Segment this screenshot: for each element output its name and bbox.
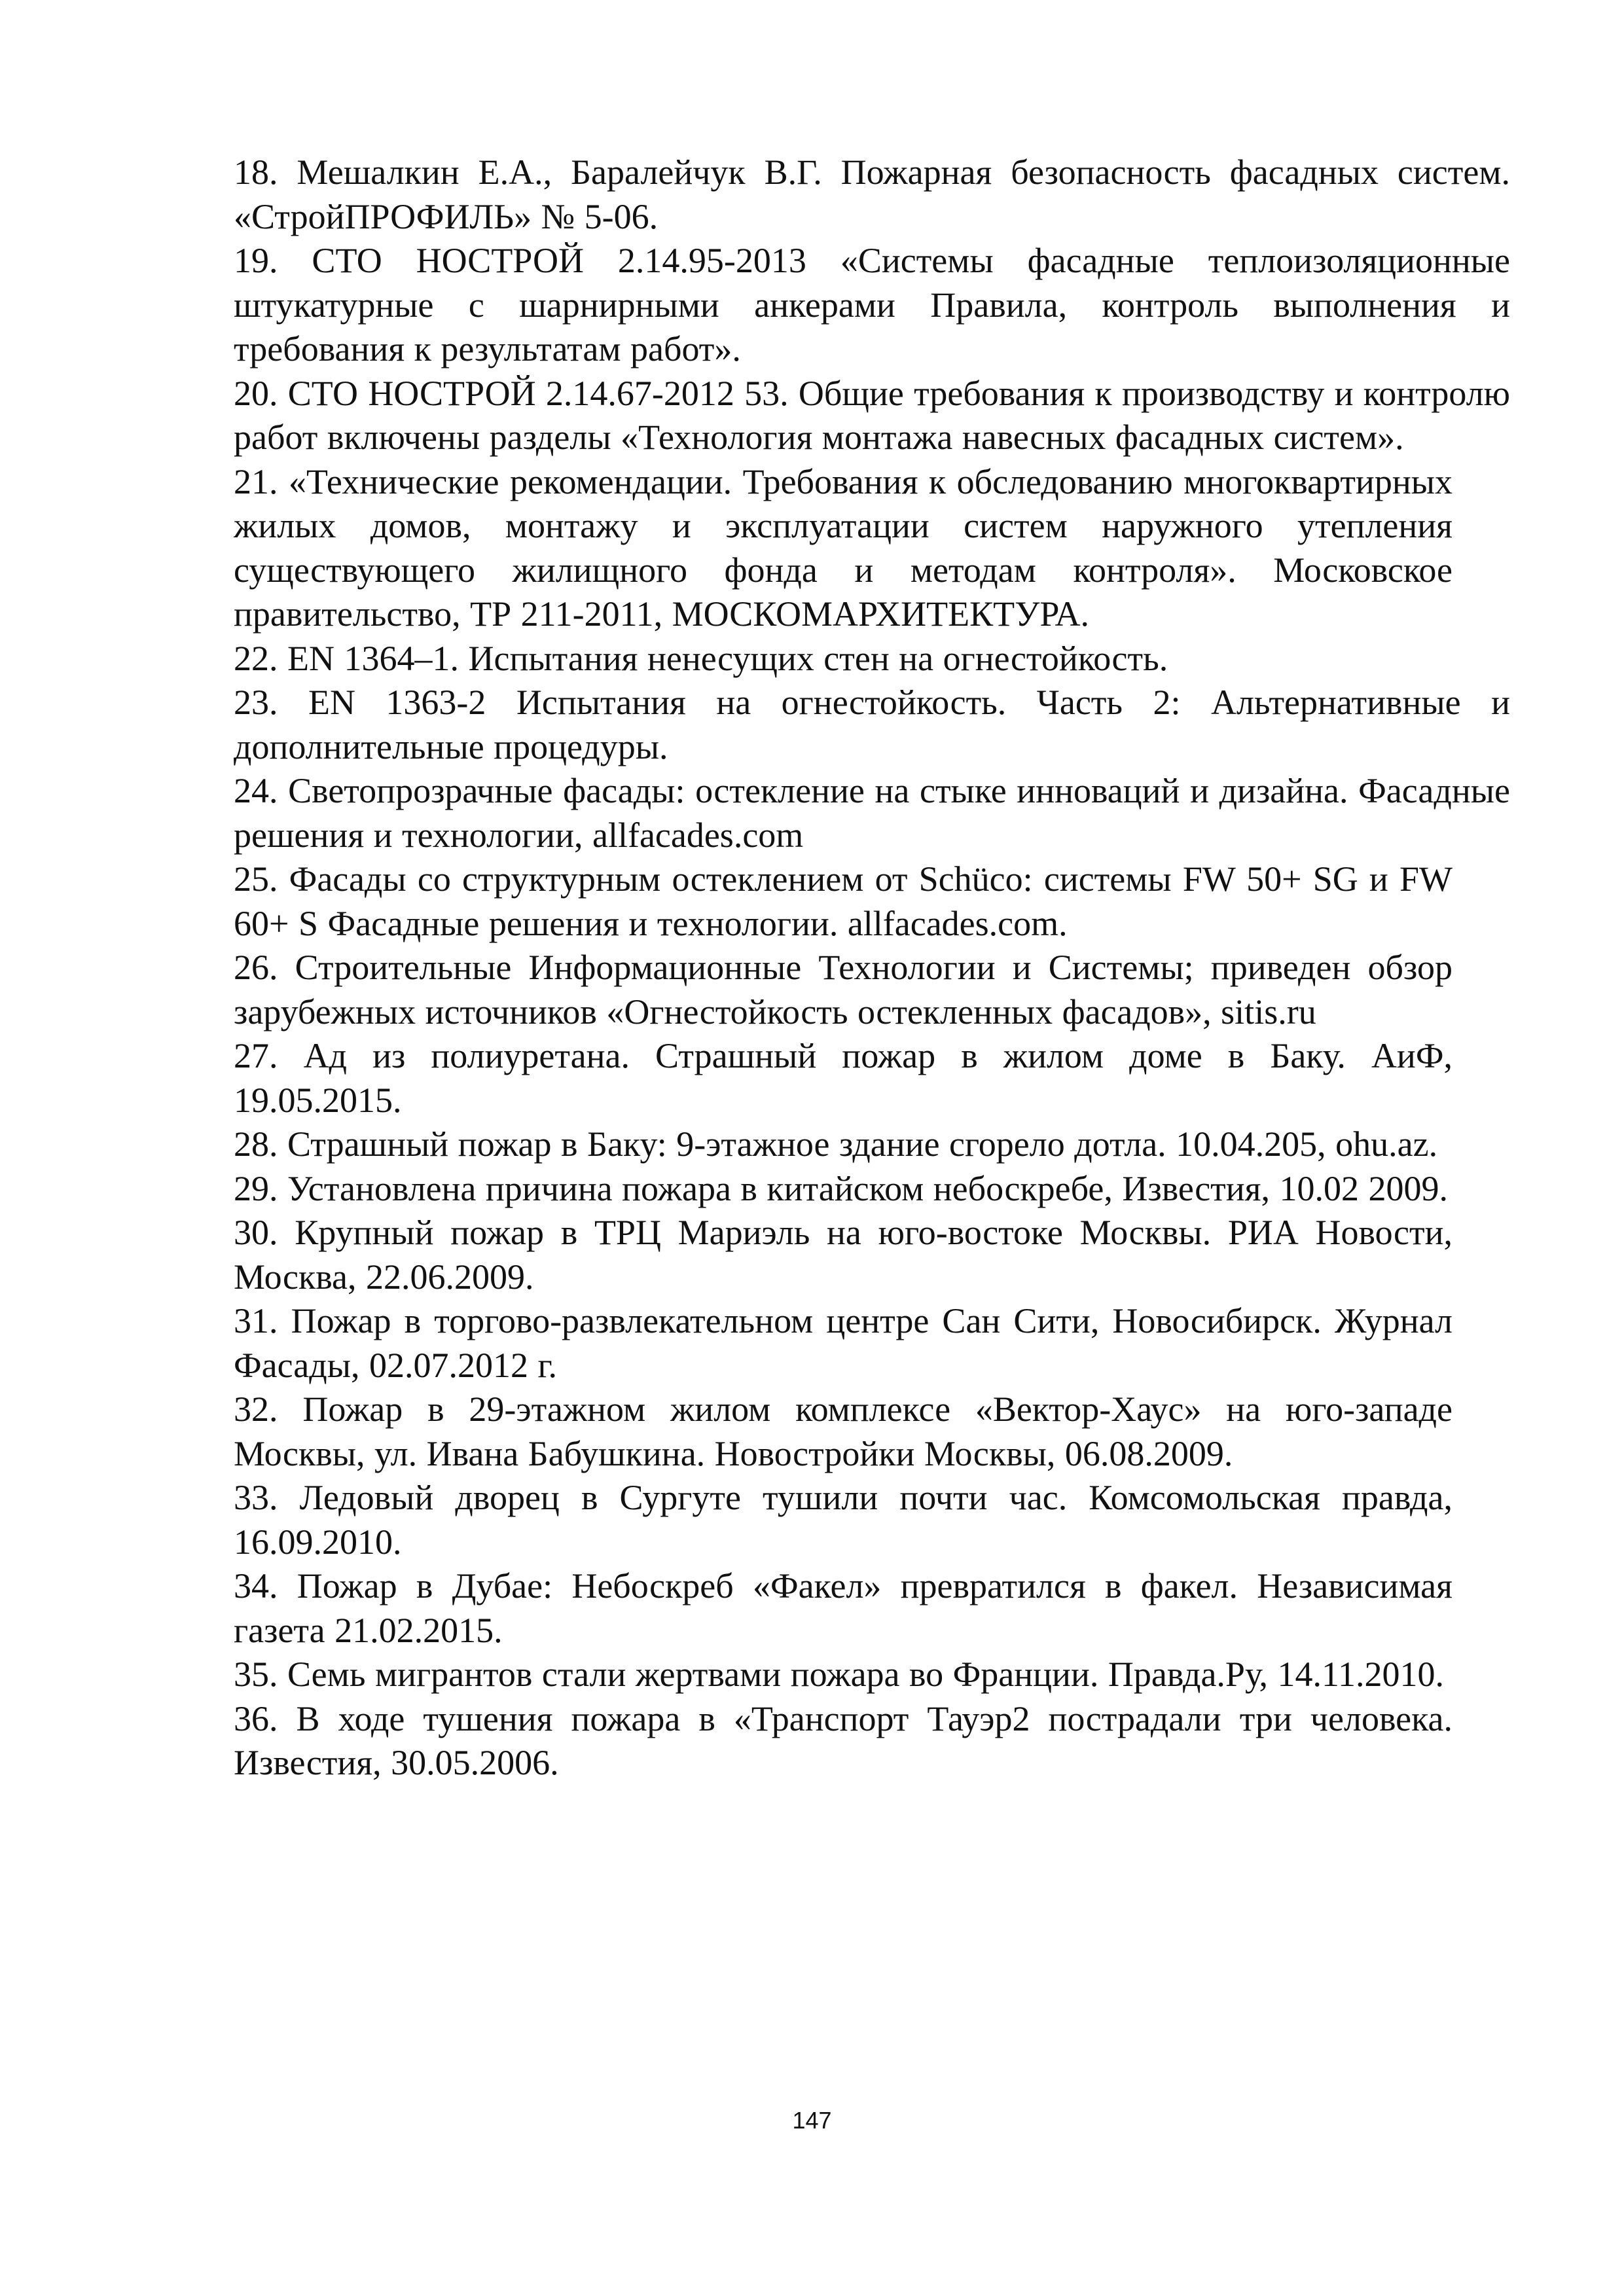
reference-item-23: 23. EN 1363-2 Испытания на огнестойкость. Часть 2: Альтернативные и дополнительные процедуры.: [234, 683, 1510, 766]
reference-item-29: 29. Установлена причина пожара в китайском небоскребе, Известия, 10.02 2009.: [234, 1168, 1448, 1208]
reference-item-19: 19. СТО НОСТРОЙ 2.14.95-2013 «Системы фасадные теплоизоляционные штукатурные с шарнирными анкерами Правила, контроль выполнения и требования к результатам работ».: [234, 241, 1510, 368]
reference-item-27: 27. Ад из полиуретана. Страшный пожар в жилом доме в Баку. АиФ, 19.05.2015.: [234, 1036, 1453, 1120]
reference-item-30: 30. Крупный пожар в ТРЦ Мариэль на юго-востоке Москвы. РИА Новости, Москва, 22.06.2009.: [234, 1213, 1453, 1297]
reference-item-35: 35. Семь мигрантов стали жертвами пожара во Франции. Правда.Ру, 14.11.2010.: [234, 1655, 1445, 1694]
reference-item-31: 31. Пожар в торгово-развлекательном центре Сан Сити, Новосибирск. Журнал Фасады, 02.07.2012 г.: [234, 1301, 1453, 1385]
reference-item-34: 34. Пожар в Дубае: Небоскреб «Факел» превратился в факел. Независимая газета 21.02.2015.: [234, 1566, 1453, 1650]
reference-item-32: 32. Пожар в 29-этажном жилом комплексе «Вектор-Хаус» на юго-западе Москвы, ул. Ивана Бабушкина. Новостройки Москвы, 06.08.2009.: [234, 1390, 1453, 1473]
reference-item-21: 21. «Технические рекомендации. Требования к обследованию многоквартирных жилых домов, монтажу и эксплуатации систем наружного утепления существующего жилищного фонда и методам контроля». Московское правительство, ТР 211-2011, МОСКОМАРХИТЕКТУРА.: [234, 461, 1453, 634]
reference-item-22: 22. EN 1364–1. Испытания ненесущих стен на огнестойкость.: [234, 638, 1168, 678]
reference-item-33: 33. Ледовый дворец в Сургуте тушили почти час. Комсомольская правда, 16.09.2010.: [234, 1478, 1453, 1562]
reference-item-36: 36. В ходе тушения пожара в «Транспорт Тауэр2 пострадали три человека. Известия, 30.05.2006.: [234, 1698, 1453, 1782]
reference-item-26: 26. Строительные Информационные Технологии и Системы; приведен обзор зарубежных источников «Огнестойкость остекленных фасадов», sitis.ru: [234, 948, 1453, 1031]
reference-item-25: 25. Фасады со структурным остеклением от Schüco: системы FW 50+ SG и FW 60+ S Фасадные решения и технологии. allfacades.com.: [234, 859, 1453, 943]
reference-item-24: 24. Светопрозрачные фасады: остекление на стыке инноваций и дизайна. Фасадные решения и технологии, allfacades.com: [234, 771, 1510, 855]
reference-item-28: 28. Страшный пожар в Баку: 9-этажное здание сгорело дотла. 10.04.205, ohu.az.: [234, 1124, 1438, 1164]
reference-list: [234, 151, 1510, 1785]
reference-item-18: 18. Мешалкин Е.А., Баралейчук В.Г. Пожарная безопасность фасадных систем. «СтройПРОФИЛЬ» № 5-06.: [234, 152, 1510, 236]
page-number: 147: [792, 2107, 832, 2134]
reference-item-20: 20. СТО НОСТРОЙ 2.14.67-2012 53. Общие требования к производству и контролю работ включены разделы «Технология монтажа навесных фасадных систем».: [234, 373, 1510, 457]
